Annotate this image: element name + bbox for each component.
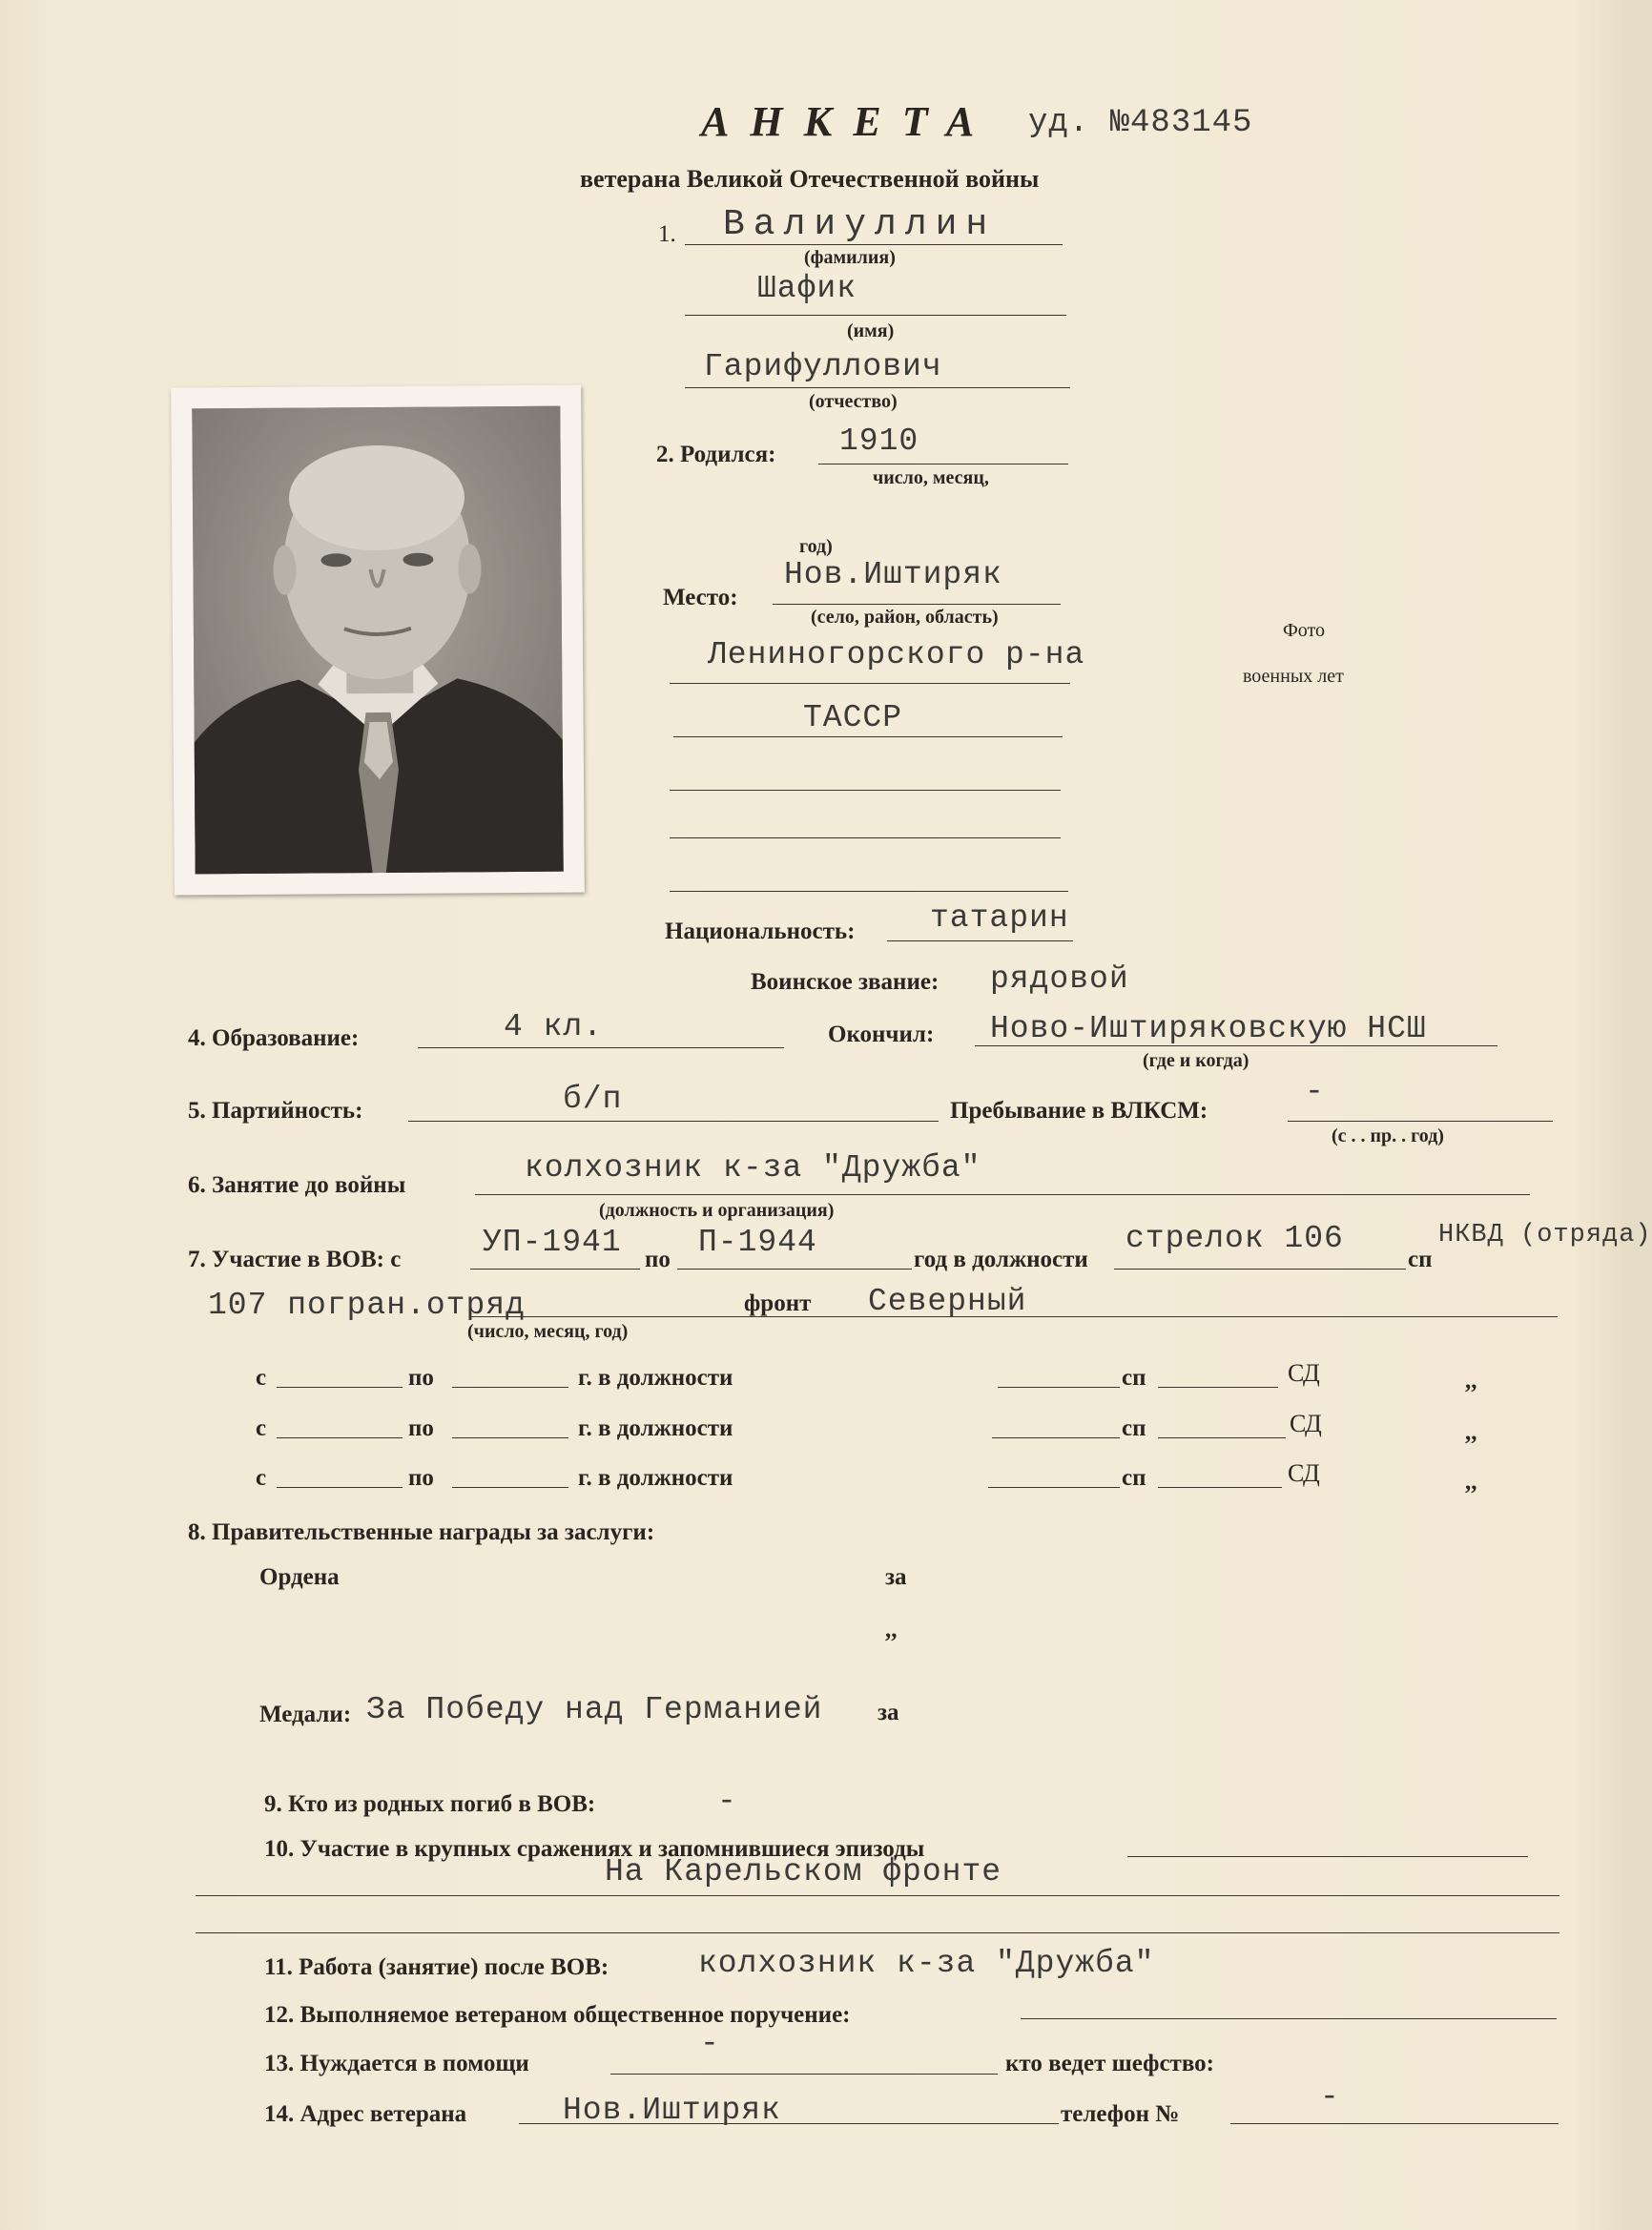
place-village-value: Нов.Иштиряк — [784, 557, 1002, 592]
row1-position-line — [998, 1387, 1120, 1388]
name-value: Шафик — [757, 271, 857, 306]
education-value: 4 кл. — [504, 1009, 604, 1044]
nationality-label: Национальность: — [665, 919, 856, 944]
place-line-6 — [670, 891, 1068, 892]
row3-from-line — [277, 1487, 403, 1488]
row2-po: по — [408, 1415, 434, 1441]
row3-to-line — [452, 1487, 568, 1488]
postwar-label: 11. Работа (занятие) после ВОВ: — [264, 1954, 609, 1980]
photo-caption-1: Фото — [1283, 620, 1326, 641]
photo-caption-2: военных лет — [1243, 666, 1344, 687]
date-caption-full: (число, месяц, год) — [467, 1321, 629, 1342]
surname-value: Валиуллин — [723, 204, 997, 245]
service-unit-value: НКВД (отряда) — [1438, 1221, 1652, 1249]
row3-po: по — [408, 1465, 434, 1491]
row1-ditto: ,, — [1465, 1368, 1477, 1394]
row3-sp: сп — [1122, 1465, 1146, 1491]
party-line — [408, 1121, 939, 1122]
row1-po: по — [408, 1365, 434, 1391]
row1-sp-line — [1158, 1387, 1278, 1388]
form-title: АНКЕТА — [701, 98, 996, 145]
service-from-value: УП-1941 — [483, 1225, 622, 1260]
form-subtitle: ветерана Великой Отечественной войны — [580, 165, 1040, 193]
medals-za: за — [878, 1700, 899, 1725]
place-caption: (село, район, область) — [811, 607, 999, 628]
row1-to-line — [452, 1387, 568, 1388]
place-line-2 — [670, 683, 1070, 684]
where-when-caption: (где и когда) — [1143, 1050, 1249, 1071]
in-position-label: год в должности — [914, 1247, 1088, 1272]
row3-ditto: ,, — [1465, 1469, 1477, 1495]
graduated-label: Окончил: — [828, 1022, 935, 1047]
row3-sp-line — [1158, 1487, 1282, 1488]
prewar-value: колхозник к-за "Дружба" — [525, 1150, 981, 1186]
row2-s: с — [256, 1415, 267, 1441]
row1-sp: сп — [1122, 1365, 1146, 1391]
place-line-5 — [670, 837, 1061, 838]
row1-from-line — [277, 1387, 403, 1388]
service-position-line — [1114, 1269, 1406, 1270]
needs-help-line — [610, 2074, 998, 2075]
patronage-label: кто ведет шефство: — [1005, 2051, 1214, 2076]
unit-line-value: 107 погран.отряд — [208, 1288, 526, 1323]
orders-label: Ордена — [259, 1564, 340, 1590]
front-label: фронт — [744, 1291, 812, 1316]
address-line — [519, 2123, 1059, 2124]
phone-value: - — [1320, 2079, 1340, 2115]
front-value: Северный — [868, 1284, 1027, 1319]
party-label: 5. Партийность: — [188, 1098, 363, 1124]
service-from-line — [470, 1269, 640, 1270]
medals-value: За Победу над Германией — [366, 1692, 823, 1727]
row3-s: с — [256, 1465, 267, 1491]
row2-sp: сп — [1122, 1415, 1146, 1441]
item-number-1: 1. — [658, 221, 676, 247]
patronymic-value: Гарифуллович — [704, 349, 942, 384]
participation-label: 7. Участие в ВОВ: с — [188, 1247, 402, 1272]
service-position-value: стрелок 106 — [1125, 1221, 1344, 1256]
prewar-line — [475, 1194, 1530, 1195]
row2-sd: СД — [1290, 1410, 1322, 1437]
graduated-value: Ново-Иштиряковскую НСШ — [990, 1011, 1427, 1046]
phone-label: телефон № — [1061, 2101, 1180, 2127]
row2-to-line — [452, 1437, 568, 1438]
battles-line-3 — [196, 1932, 1559, 1933]
prewar-label: 6. Занятие до войны — [188, 1172, 406, 1198]
nationality-line — [887, 940, 1073, 941]
orders-ditto: ,, — [885, 1617, 898, 1642]
relatives-value: - — [717, 1784, 737, 1819]
awards-label: 8. Правительственные награды за заслуги: — [188, 1519, 655, 1545]
public-duty-label: 12. Выполняемое ветераном общественное поручение: — [264, 2002, 851, 2028]
place-label: Место: — [663, 585, 738, 610]
row2-sp-line — [1158, 1437, 1286, 1438]
front-line — [470, 1316, 1558, 1317]
orders-za: за — [885, 1564, 907, 1590]
vlksm-value: - — [1305, 1074, 1325, 1109]
needs-help-label: 13. Нуждается в помощи — [264, 2051, 529, 2076]
vlksm-caption: (с . . пр. . год) — [1332, 1125, 1444, 1146]
row2-position-line — [992, 1437, 1120, 1438]
address-label: 14. Адрес ветерана — [264, 2101, 467, 2127]
rank-label: Воинское звание: — [751, 969, 940, 995]
patronymic-line — [685, 387, 1070, 388]
address-value: Нов.Иштиряк — [563, 2093, 781, 2128]
nationality-value: татарин — [930, 900, 1069, 936]
medals-label: Медали: — [259, 1702, 352, 1727]
row3-position: г. в должности — [578, 1465, 733, 1491]
battles-value: На Карельском фронте — [605, 1854, 1002, 1889]
graduated-line — [975, 1045, 1497, 1046]
position-org-caption: (должность и организация) — [599, 1200, 835, 1221]
surname-caption: (фамилия) — [804, 247, 896, 268]
vlksm-line — [1288, 1121, 1553, 1122]
place-line-1 — [773, 604, 1061, 605]
row1-sd: СД — [1288, 1359, 1320, 1387]
patronymic-caption: (отчество) — [809, 391, 898, 412]
name-line — [685, 315, 1066, 316]
party-value: б/п — [563, 1082, 623, 1117]
needs-help-value: - — [700, 2026, 720, 2061]
date-caption-1: число, месяц, — [873, 467, 989, 488]
row3-position-line — [988, 1487, 1120, 1488]
row3-sd: СД — [1288, 1459, 1320, 1487]
row1-s: с — [256, 1365, 267, 1391]
row1-position: г. в должности — [578, 1365, 733, 1391]
born-line — [818, 464, 1068, 465]
place-line-3 — [673, 736, 1063, 737]
birth-year-value: 1910 — [839, 423, 919, 459]
po-label: по — [645, 1247, 671, 1272]
battles-line-2 — [196, 1895, 1559, 1896]
postwar-value: колхозник к-за "Дружба" — [698, 1946, 1155, 1981]
veteran-photo — [171, 385, 585, 896]
certificate-number: уд. №483145 — [1028, 105, 1253, 141]
row2-position: г. в должности — [578, 1415, 733, 1441]
date-caption-2: год) — [799, 536, 833, 557]
service-to-line — [677, 1269, 912, 1270]
vlksm-label: Пребывание в ВЛКСМ: — [950, 1098, 1208, 1124]
place-line-4 — [670, 790, 1061, 791]
education-line — [418, 1047, 784, 1048]
battles-label: 10. Участие в крупных сражениях и запомнившиеся эпизоды — [264, 1836, 925, 1862]
phone-line — [1230, 2123, 1559, 2124]
relatives-label: 9. Кто из родных погиб в ВОВ: — [264, 1791, 596, 1817]
public-duty-line — [1021, 2018, 1557, 2019]
row2-ditto: ,, — [1465, 1419, 1477, 1445]
place-region-value: ТАССР — [803, 700, 903, 735]
education-label: 4. Образование: — [188, 1025, 360, 1051]
born-label: 2. Родился: — [656, 442, 776, 467]
service-to-value: П-1944 — [698, 1225, 817, 1260]
row2-from-line — [277, 1437, 403, 1438]
sp-label: сп — [1408, 1247, 1433, 1272]
battles-line-1 — [1127, 1856, 1528, 1857]
name-caption: (имя) — [847, 320, 895, 341]
rank-value: рядовой — [990, 961, 1129, 997]
place-district-value: Лениногорского р-на — [708, 637, 1085, 672]
surname-line — [685, 244, 1063, 245]
